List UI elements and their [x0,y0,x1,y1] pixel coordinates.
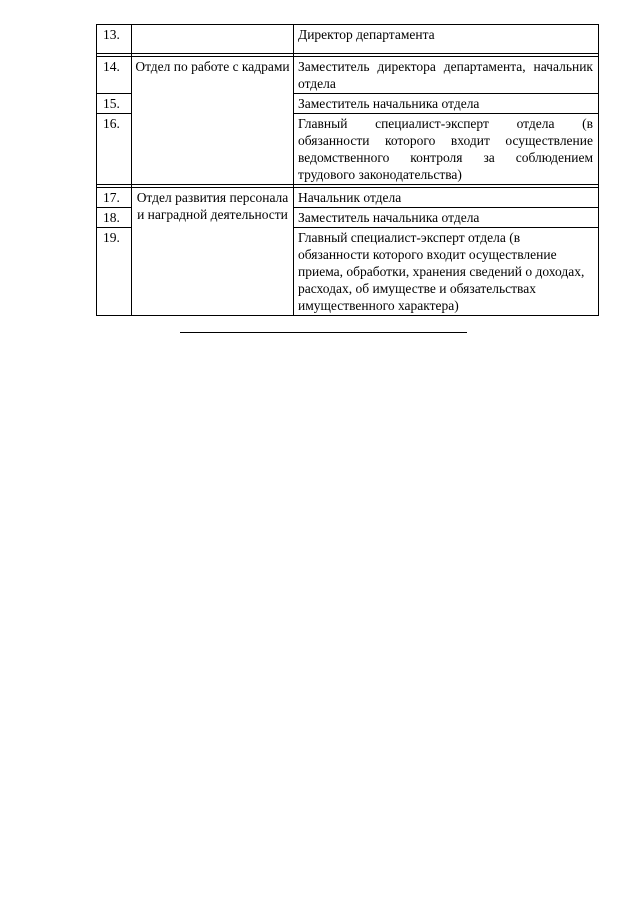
row-number: 17. [97,188,132,208]
department-cell [132,25,294,54]
position-cell: Заместитель начальника отдела [294,208,599,228]
position-cell: Заместитель начальника отдела [294,94,599,114]
row-number: 19. [97,228,132,316]
table-row [97,188,599,208]
position-cell: Директор департамента [294,25,599,54]
end-of-document-rule [180,332,467,333]
table-row [97,25,599,54]
row-number: 16. [97,114,132,185]
position-cell: Главный специалист-эксперт отдела (в обязанности которого входит осуществление ведомственного контроля за соблюдением трудового законодательства) [294,114,599,185]
row-number: 15. [97,94,132,114]
position-cell: Начальник отдела [294,188,599,208]
table-row [97,57,599,94]
department-cell: Отдел развития персонала и наградной деятельности [132,188,294,316]
position-cell: Главный специалист-эксперт отдела (в обязанности которого входит осуществление приема, обработки, хранения сведений о доходах, расходах, об имуществе и обязательствах имущественного характера) [294,228,599,316]
staff-positions-table [96,24,599,316]
position-cell: Заместитель директора департамента, начальник отдела [294,57,599,94]
department-cell: Отдел по работе с кадрами [132,57,294,185]
row-number: 13. [97,25,132,54]
row-number: 14. [97,57,132,94]
row-number: 18. [97,208,132,228]
